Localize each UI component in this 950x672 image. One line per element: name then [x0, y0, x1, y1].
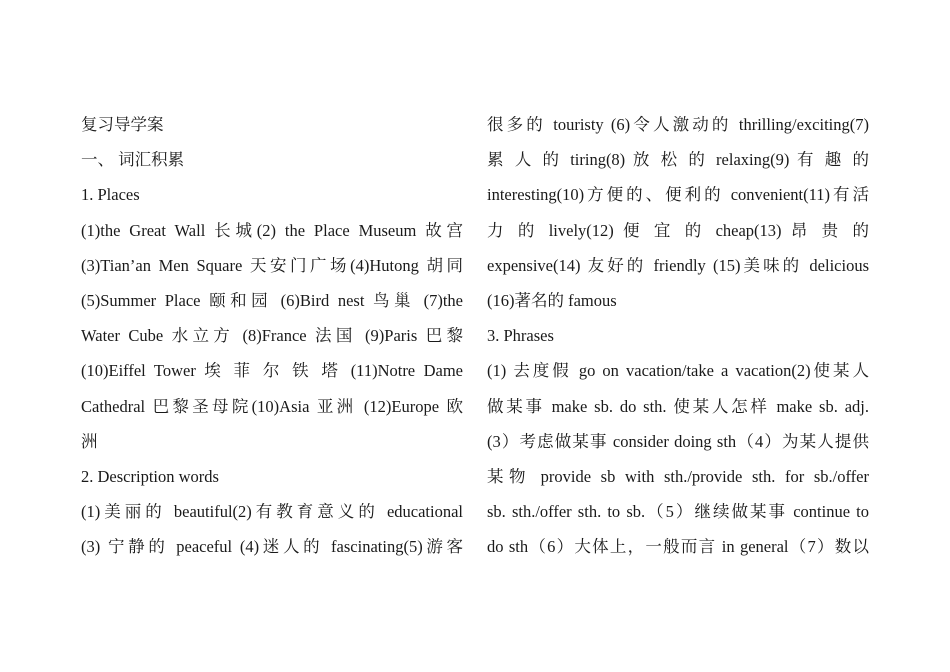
places-line: (3)Tian’an Men Square 天安门广场(4)Hutong 胡同	[81, 255, 463, 275]
places-line: (10)Eiffel Tower 埃 菲 尔 铁 塔 (11)Notre Dame	[81, 361, 463, 381]
right-column	[487, 107, 869, 564]
phrases-heading: 3. Phrases	[487, 326, 554, 346]
description-line: (3) 宁静的 peaceful (4)迷人的 fascinating(5)游客	[81, 537, 463, 557]
description-heading: 2. Description words	[81, 466, 219, 486]
places-heading: 1. Places	[81, 185, 140, 205]
section-heading-vocabulary: 一、 词汇积累	[81, 150, 185, 170]
document-title: 复习导学案	[81, 115, 164, 134]
phrases-line: (3）考虑做某事 consider doing sth（4）为某人提供	[487, 431, 869, 451]
phrases-line: 某物 provide sb with sth./provide sth. for sb./offer	[487, 466, 869, 486]
places-line: 洲	[81, 431, 98, 451]
description-line: expensive(14) 友好的 friendly (15)美味的 delicious	[487, 255, 869, 275]
places-line: (1)the Great Wall 长城(2) the Place Museum 故宫	[81, 220, 463, 240]
left-column	[81, 107, 463, 564]
description-line: 很多的 touristy (6)令人激动的 thrilling/exciting(7)	[487, 115, 869, 134]
phrases-line: 做某事 make sb. do sth. 使某人怎样 make sb. adj.	[487, 396, 869, 416]
description-line: 力 的 lively(12) 便 宜 的 cheap(13) 昂 贵 的	[487, 220, 869, 240]
description-line: (1)美丽的 beautiful(2)有教育意义的 educational	[81, 502, 463, 522]
places-line: Cathedral 巴黎圣母院(10)Asia 亚洲 (12)Europe 欧	[81, 396, 463, 416]
phrases-line: (1) 去度假 go on vacation/take a vacation(2)使某人	[487, 361, 869, 381]
places-line: Water Cube 水立方 (8)France 法国 (9)Paris 巴黎	[81, 326, 463, 346]
description-line: 累 人 的 tiring(8) 放 松 的 relaxing(9) 有 趣 的	[487, 150, 869, 170]
phrases-line: do sth（6）大体上，一般而言 in general（7）数以	[487, 537, 869, 557]
places-line: (5)Summer Place 颐和园 (6)Bird nest 鸟巢 (7)the	[81, 290, 463, 310]
description-line: (16)著名的 famous	[487, 290, 617, 310]
description-line: interesting(10)方便的、便利的 convenient(11)有活	[487, 185, 869, 205]
phrases-line: sb. sth./offer sth. to sb.（5）继续做某事 continue to	[487, 502, 869, 522]
